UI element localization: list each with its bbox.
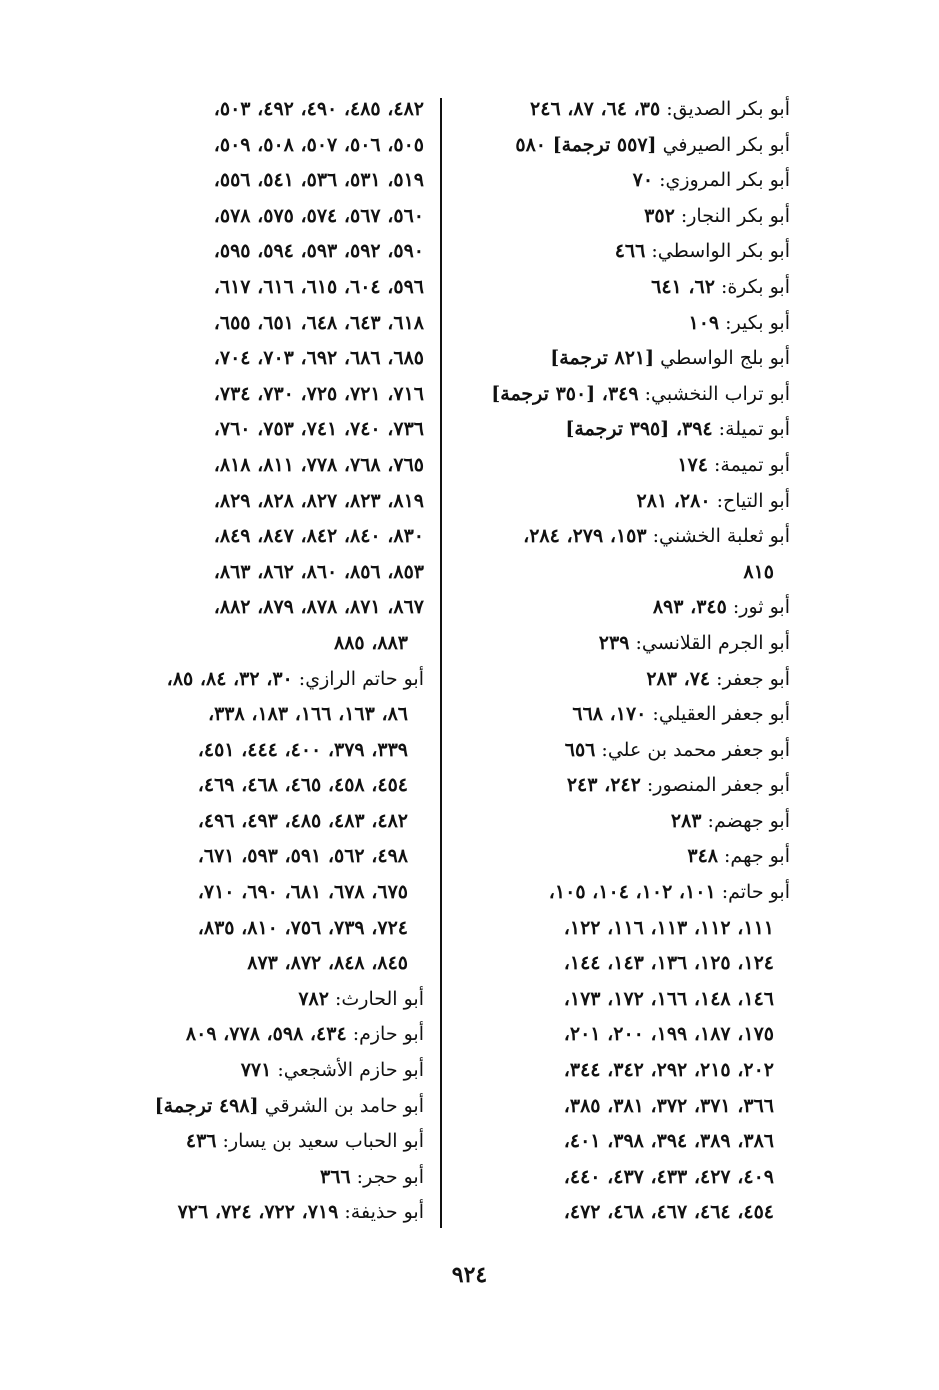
entry-page-numbers: ٥١٩، ٥٣١، ٥٣٦، ٥٤١، ٥٥٦، (213, 169, 424, 192)
index-entry (92, 1053, 424, 1089)
entry-name: أبو حازم: (346, 1023, 424, 1046)
index-entry-continuation (92, 412, 424, 448)
entry-page-numbers: ٨١٩، ٨٢٣، ٨٢٧، ٨٢٨، ٨٢٩، (213, 489, 424, 512)
index-entry (462, 448, 790, 484)
entry-page-numbers: ٣٥، ٦٤، ٨٧، ٢٤٦ (530, 98, 661, 120)
entry-page-numbers: ٢٨٠، ٢٨١ (636, 489, 711, 512)
entry-name: أبو حاتم: (715, 881, 790, 904)
index-entry-continuation (462, 1017, 790, 1053)
index-entry-continuation (462, 1195, 790, 1231)
entry-name: أبو حاتم الرازي: (292, 667, 424, 690)
entry-name: أبو الجرم القلانسي: (629, 631, 790, 654)
entry-page-numbers: ٧٢٤، ٧٣٩، ٧٥٦، ٨١٠، ٨٣٥، (197, 916, 408, 939)
index-entry-continuation (92, 839, 424, 875)
entry-name: أبو بكير: (719, 311, 790, 334)
entry-name: أبو بكر النجار: (674, 204, 790, 227)
entry-name: أبو بكر الصديق: (660, 98, 790, 120)
index-entry-continuation (92, 484, 424, 520)
entry-page-numbers: ٤٣٦ (185, 1130, 217, 1153)
entry-page-numbers: ٨٦، ١٦٣، ١٦٦، ١٨٣، ٣٣٨، (207, 703, 408, 726)
entry-page-numbers: ١٠١، ١٠٢، ١٠٤، ١٠٥، (548, 881, 716, 904)
right-column (462, 92, 790, 1231)
entry-page-numbers: ٢٤٢، ٢٤٣ (566, 774, 641, 797)
index-entry-continuation (92, 448, 424, 484)
index-entry-continuation (92, 341, 424, 377)
entry-name: أبو جهم: (717, 845, 790, 868)
index-entry (92, 1195, 424, 1231)
entry-page-numbers: ٨٤٥، ٨٤٨، ٨٧٢، ٨٧٣ (247, 952, 408, 975)
entry-page-numbers: ٥٦٠، ٥٦٧، ٥٧٤، ٥٧٥، ٥٧٨، (213, 204, 424, 227)
index-entry-continuation (92, 555, 424, 591)
column-divider (440, 98, 442, 1228)
entry-page-numbers: ٦٥٦ (564, 738, 596, 761)
entry-page-numbers: ٦٨٥، ٦٨٦، ٦٩٢، ٧٠٣، ٧٠٤، (213, 347, 424, 370)
index-entry (462, 163, 790, 199)
index-entry-continuation (92, 946, 424, 982)
entry-page-numbers: ٣٦٦، ٣٧١، ٣٧٢، ٣٨١، ٣٨٥، (563, 1094, 774, 1117)
index-entry (462, 92, 790, 128)
index-entry (462, 412, 790, 448)
entry-page-numbers: ٧٤، ٢٨٣ (646, 667, 711, 690)
entry-page-numbers: ٨٦٧، ٨٧١، ٨٧٨، ٨٧٩، ٨٨٢، (213, 596, 424, 619)
entry-name: أبو جعفر المنصور: (640, 774, 790, 797)
index-entry-continuation (92, 804, 424, 840)
index-entry (92, 1160, 424, 1196)
entry-page-numbers: ٨٥٣، ٨٥٦، ٨٦٠، ٨٦٢، ٨٦٣، (213, 560, 424, 583)
entry-page-numbers: ٤٥٤، ٤٦٤، ٤٦٧، ٤٦٨، ٤٧٢، (563, 1201, 774, 1224)
entry-page-numbers: [٤٩٨ ترجمة] (154, 1094, 259, 1117)
entry-page-numbers: ٨٨٣، ٨٨٥ (334, 631, 408, 654)
index-entry-continuation (462, 1053, 790, 1089)
index-entry (462, 306, 790, 342)
entry-page-numbers: ٦٢، ٦٤١ (651, 275, 715, 298)
entry-name: أبو حجر: (350, 1165, 424, 1188)
entry-page-numbers: ٤٩٨، ٥٦٢، ٥٩١، ٥٩٣، ٦٧١، (197, 845, 408, 868)
index-entry-continuation (462, 1160, 790, 1196)
entry-page-numbers: ٣٤٩، [٣٥٠ ترجمة] (491, 382, 639, 405)
entry-page-numbers: ٤٨٢، ٤٨٥، ٤٩٠، ٤٩٢، ٥٠٣، (213, 98, 424, 120)
index-entry-continuation (462, 555, 790, 591)
index-entry (462, 733, 790, 769)
index-entry-continuation (92, 733, 424, 769)
index-entry (462, 662, 790, 698)
index-entry-continuation (92, 306, 424, 342)
entry-name: أبو بكر المروزي: (653, 169, 790, 192)
entry-page-numbers: ٢٣٩ (598, 631, 630, 654)
entry-name: أبو تميمة: (707, 453, 790, 476)
entry-page-numbers: ١٧٥، ١٨٧، ١٩٩، ٢٠٠، ٢٠١، (563, 1023, 774, 1046)
entry-name: أبو جعفر العقيلي: (646, 703, 790, 726)
entry-name: أبو بلج الواسطي (654, 347, 790, 370)
index-entry (462, 341, 790, 377)
entry-name: أبو التياح: (710, 489, 790, 512)
index-entry-continuation (92, 911, 424, 947)
entry-name: أبو حازم الأشجعي: (271, 1059, 424, 1082)
entry-page-numbers: ٧٣٦، ٧٤٠، ٧٤١، ٧٥٣، ٧٦٠، (213, 418, 424, 441)
entry-page-numbers: ١٧٤ (677, 453, 708, 476)
index-entry-continuation (92, 519, 424, 555)
entry-page-numbers: ٣٨٦، ٣٨٩، ٣٩٤، ٣٩٨، ٤٠١، (563, 1130, 774, 1153)
index-entry-continuation (92, 92, 424, 128)
index-entry-continuation (92, 234, 424, 270)
index-entry-continuation (92, 199, 424, 235)
index-entry (92, 1089, 424, 1125)
index-entry (462, 697, 790, 733)
entry-name: أبو الحارث: (328, 987, 424, 1010)
index-entry (462, 128, 790, 164)
index-entry (462, 199, 790, 235)
entry-page-numbers: ٣٩٤، [٣٩٥ ترجمة] (565, 418, 713, 441)
index-entry-continuation (92, 377, 424, 413)
entry-name: أبو حذيفة: (338, 1201, 424, 1224)
entry-page-numbers: ٤٥٤، ٤٥٨، ٤٦٥، ٤٦٨، ٤٦٩، (197, 774, 408, 797)
entry-page-numbers: ٦١٨، ٦٤٣، ٦٤٨، ٦٥١، ٦٥٥، (213, 311, 424, 334)
index-entry (92, 1017, 424, 1053)
entry-page-numbers: ١٢٤، ١٢٥، ١٣٦، ١٤٣، ١٤٤، (563, 952, 774, 975)
index-entry (462, 484, 790, 520)
entry-page-numbers: ٤٦٦ (614, 240, 646, 263)
entry-page-numbers: ٤٨٢، ٤٨٣، ٤٨٥، ٤٩٣، ٤٩٦، (197, 809, 408, 832)
entry-page-numbers: ٧٠ (632, 169, 654, 192)
entry-page-numbers: ٣٦٦ (320, 1165, 351, 1188)
index-entry (462, 270, 790, 306)
entry-page-numbers: [٨٢١ ترجمة] (550, 347, 655, 370)
entry-name: أبو ثعلبة الخشني: (646, 525, 790, 548)
entry-page-numbers: ٧٨٢ (298, 987, 329, 1010)
index-entry-continuation (92, 270, 424, 306)
index-entry (462, 626, 790, 662)
index-entry-continuation (462, 911, 790, 947)
entry-page-numbers: ٨٣٠، ٨٤٠، ٨٤٢، ٨٤٧، ٨٤٩، (213, 525, 424, 548)
entry-page-numbers: ٥٠٥، ٥٠٦، ٥٠٧، ٥٠٨، ٥٠٩، (213, 133, 424, 156)
entry-name: أبو بكر الصيرفي (656, 133, 790, 156)
index-entry-continuation (92, 768, 424, 804)
entry-name: أبو بكر الواسطي: (645, 240, 790, 263)
entry-page-numbers: ٧٧١ (240, 1059, 272, 1082)
entry-page-numbers: ١٠٩ (688, 311, 720, 334)
index-entry-continuation (92, 590, 424, 626)
entry-page-numbers: ١٧٠، ٦٦٨ (572, 703, 647, 726)
entry-page-numbers: ١٤٦، ١٤٨، ١٦٦، ١٧٢، ١٧٣، (563, 987, 774, 1010)
index-entry (462, 768, 790, 804)
left-column (92, 92, 424, 1231)
index-entry (462, 875, 790, 911)
index-entry (462, 519, 790, 555)
entry-name: أبو الحباب سعيد بن يسار: (216, 1130, 424, 1153)
entry-page-numbers: ٧٦٥، ٧٦٨، ٧٧٨، ٨١١، ٨١٨، (213, 453, 424, 476)
index-entry-continuation (462, 982, 790, 1018)
entry-name: أبو تميلة: (712, 418, 790, 441)
entry-page-numbers: ١٥٣، ٢٧٩، ٢٨٤، (523, 525, 647, 548)
entry-page-numbers: ١١١، ١١٢، ١١٣، ١١٦، ١٢٢، (563, 916, 774, 939)
entry-name: أبو ثور: (726, 596, 790, 619)
index-entry (92, 1124, 424, 1160)
index-entry-continuation (92, 697, 424, 733)
entry-page-numbers: ٥٩٦، ٦٠٤، ٦١٥، ٦١٦، ٦١٧، (213, 275, 424, 298)
entry-name: أبو جعفر محمد بن علي: (595, 738, 790, 761)
index-entry (462, 590, 790, 626)
entry-page-numbers: ٣٤٨ (687, 845, 718, 868)
entry-page-numbers: ٣٤٥، ٨٩٣ (652, 596, 727, 619)
index-entry-continuation (462, 946, 790, 982)
entry-page-numbers: [٥٥٧ ترجمة] ٥٨٠ (515, 133, 657, 156)
index-entry-continuation (92, 163, 424, 199)
entry-page-numbers: ٣٣٩، ٣٧٩، ٤٠٠، ٤٤٤، ٤٥١، (197, 738, 408, 761)
index-entry-continuation (92, 626, 424, 662)
index-entry (462, 234, 790, 270)
index-entry-continuation (462, 1089, 790, 1125)
entry-name: أبو حامد بن الشرقي (258, 1094, 424, 1117)
page-number: ٩٢٤ (451, 1262, 488, 1288)
entry-page-numbers: ٦٧٥، ٦٧٨، ٦٨١، ٦٩٠، ٧١٠، (197, 881, 408, 904)
entry-page-numbers: ٥٩٠، ٥٩٢، ٥٩٣، ٥٩٤، ٥٩٥، (213, 240, 424, 263)
entry-name: أبو تراب النخشبي: (638, 382, 790, 405)
entry-name: أبو بكرة: (714, 275, 790, 298)
index-entry (92, 982, 424, 1018)
entry-page-numbers: ٧١٩، ٧٢٢، ٧٢٤، ٧٢٦ (177, 1201, 339, 1224)
index-entry (462, 377, 790, 413)
entry-name: أبو جعفر: (710, 667, 790, 690)
entry-page-numbers: ٣٠، ٣٢، ٨٤، ٨٥، (166, 667, 293, 690)
index-entry (92, 662, 424, 698)
entry-page-numbers: ٢٨٣ (670, 809, 702, 832)
entry-page-numbers: ٧١٦، ٧٢١، ٧٢٥، ٧٣٠، ٧٣٤، (213, 382, 424, 405)
index-entry-continuation (92, 128, 424, 164)
entry-page-numbers: ٣٥٢ (644, 204, 675, 227)
entry-page-numbers: ٤٠٩، ٤٢٧، ٤٣٣، ٤٣٧، ٤٤٠، (563, 1165, 774, 1188)
entry-page-numbers: ٢٠٢، ٢١٥، ٢٩٢، ٣٤٢، ٣٤٤، (563, 1059, 774, 1082)
index-entry (462, 804, 790, 840)
entry-page-numbers: ٤٣٤، ٥٩٨، ٧٧٨، ٨٠٩ (185, 1023, 347, 1046)
entry-name: أبو جهضم: (701, 809, 790, 832)
entry-page-numbers: ٨١٥ (743, 560, 774, 583)
index-entry-continuation (462, 1124, 790, 1160)
index-entry-continuation (92, 875, 424, 911)
index-entry (462, 839, 790, 875)
